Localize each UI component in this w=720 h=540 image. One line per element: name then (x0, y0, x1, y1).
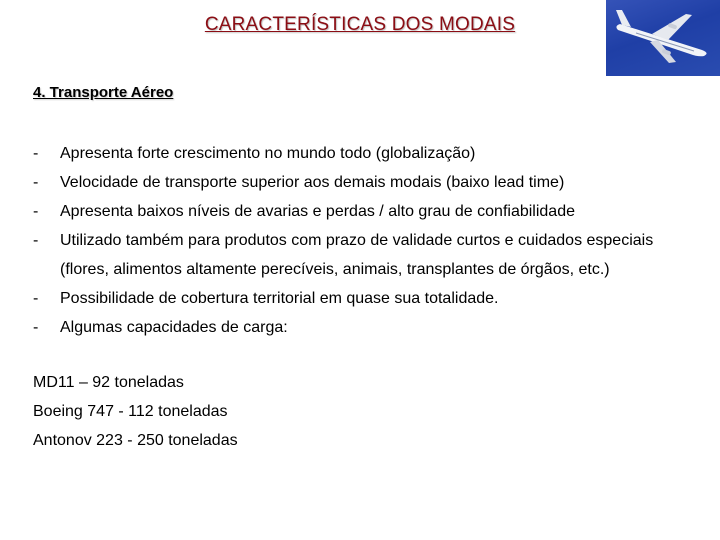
bullet-item (33, 284, 693, 313)
bullet-item (33, 197, 693, 226)
airplane-photo (606, 0, 720, 76)
bullet-item (33, 139, 693, 168)
bullet-text: Utilizado também para produtos com prazo de validade curtos e cuidados especiais (flores, alimentos altamente perecíveis, animais, transplantes de órgãos, etc.) (60, 232, 654, 278)
capacity-line: MD11 – 92 toneladas (33, 374, 184, 391)
bullet-text: Velocidade de transporte superior aos demais modais (baixo lead time) (60, 174, 565, 191)
bullet-list (33, 139, 693, 342)
bullet-marker: - (33, 232, 39, 249)
bullet-item (33, 168, 693, 197)
capacity-line: Boeing 747 - 112 toneladas (33, 403, 228, 420)
bullet-text: Possibilidade de cobertura territorial em quase sua totalidade. (60, 290, 499, 307)
bullet-marker: - (33, 319, 39, 336)
bullet-item (33, 313, 693, 342)
bullet-marker: - (33, 203, 39, 220)
page-title: CARACTERÍSTICAS DOS MODAIS (204, 14, 516, 35)
bullet-marker: - (33, 290, 39, 307)
bullet-marker: - (33, 174, 39, 191)
bullet-text: Algumas capacidades de carga: (60, 319, 288, 336)
capacity-line: Antonov 223 - 250 toneladas (33, 432, 238, 449)
bullet-marker: - (33, 145, 39, 162)
section-heading: 4. Transporte Aéreo (33, 84, 174, 101)
bullet-item (33, 226, 693, 284)
bullet-text: Apresenta forte crescimento no mundo todo (globalização) (60, 145, 476, 162)
bullet-text: Apresenta baixos níveis de avarias e perdas / alto grau de confiabilidade (60, 203, 575, 220)
airplane-icon (606, 0, 720, 76)
